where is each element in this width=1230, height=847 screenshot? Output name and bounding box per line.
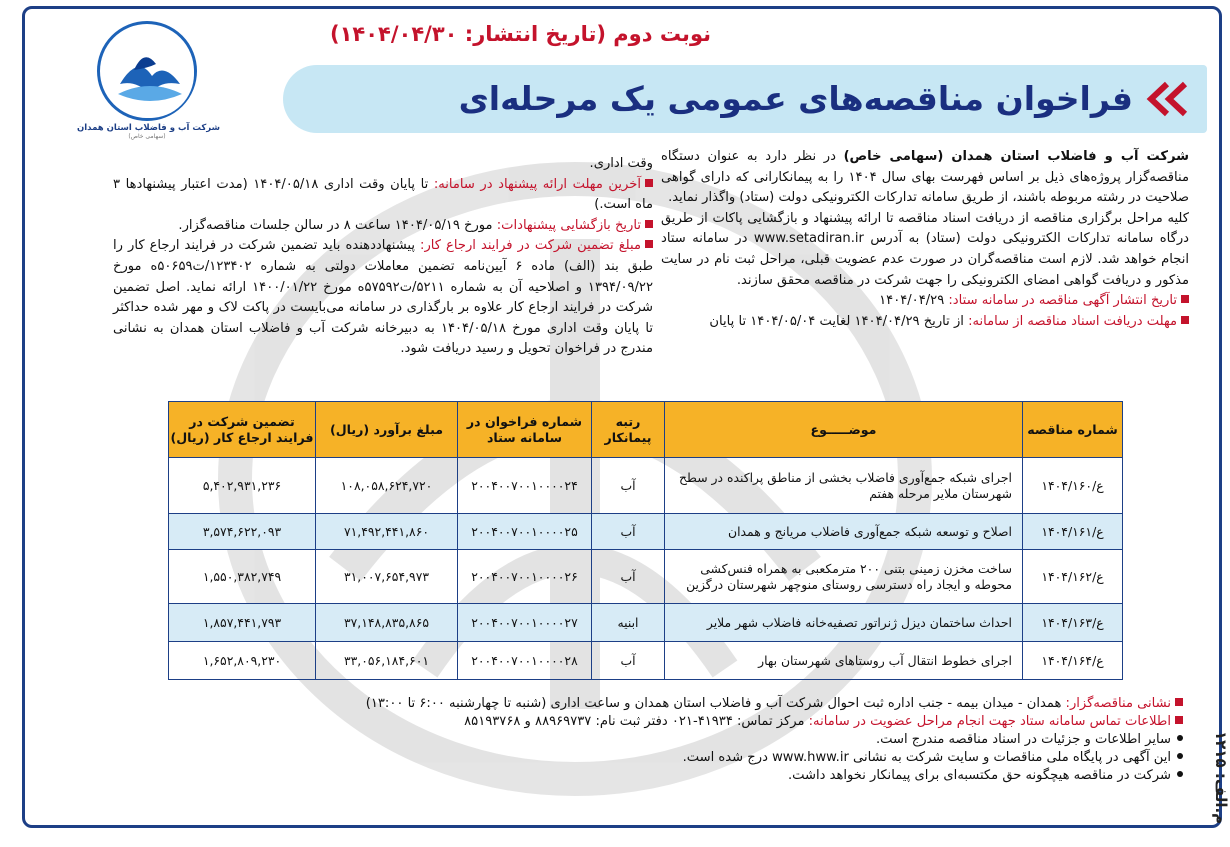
- opening-value: مورخ ۱۴۰۴/۰۵/۱۹ ساعت ۸ در سالن جلسات مناقصه‌گزار.: [178, 217, 493, 233]
- cell-subject: اصلاح و توسعه شبکه جمع‌آوری فاضلاب مریانج و همدان: [665, 514, 1023, 550]
- opening-date: [113, 216, 653, 237]
- publish-value: ۱۴۰۴/۰۴/۲۹: [879, 293, 945, 309]
- tenders-table: [168, 401, 1123, 680]
- table-row: [169, 642, 1123, 680]
- page-title: فراخوان مناقصه‌های عمومی یک مرحله‌ای: [458, 79, 1133, 118]
- cell-setad: ۲۰۰۴۰۰۷۰۰۱۰۰۰۰۲۴: [458, 458, 592, 514]
- details-column: [113, 154, 653, 360]
- title-band: [283, 65, 1207, 133]
- address-label: نشانی مناقصه‌گزار:: [1061, 696, 1171, 711]
- bullet-square-icon: [645, 179, 653, 187]
- bullet-square-icon: [1175, 716, 1183, 724]
- cell-number: ع/۱۴۰۴/۱۶۰: [1023, 458, 1123, 514]
- opening-label: تاریخ بازگشایی پیشنهادات:: [492, 217, 641, 233]
- submission-deadline: [113, 175, 653, 216]
- cell-setad: ۲۰۰۴۰۰۷۰۰۱۰۰۰۰۲۷: [458, 604, 592, 642]
- intro-column: [661, 147, 1189, 332]
- table-row: [169, 514, 1123, 550]
- bullet-square-icon: [1181, 316, 1189, 324]
- company-name: شرکت آب و فاضلاب استان همدان (سهامی خاص): [843, 149, 1190, 164]
- guarantee-value: پیشنهاددهنده باید تضمین شرکت در فرایند ارجاع کار را طبق بند (الف) ماده ۶ آیین‌نامه تضمین معاملات دولتی به شماره ۱۲۳۴۰۲/ت۵۰۶۵۹ه مورخ ۱۳۹۴/۰۹/۲۲ و اصلاحیه آن به شماره ۵۲۱۱/ت۵۷۵۹۲ه مورخ ۱۴۰۰/۰۱/۲۲ ارائه نماید. اصل تضمین شرکت در فرایند ارجاع کار علاوه بر بارگذاری در سامانه می‌بایست در پاکت لاک و مهر شده حداکثر تا پایان وقت اداری مورخ ۱۴۰۴/۰۵/۱۸ به دبیرخانه شرکت آب و فاضلاب استان همدان به نشانی مندرج در فراخوان تحویل و رسید دریافت شود.: [113, 238, 653, 357]
- header-rank: رتبه پیمانکار: [592, 402, 665, 458]
- process-paragraph: کلیه مراحل برگزاری مناقصه از دریافت اسناد مناقصه تا ارائه پیشنهاد و بازگشایی پاکات از طریق درگاه سامانه تدارکات الکترونیکی دولت (ستاد) به آدرس www.setadiran.ir در سامانه ستاد انجام خواهد شد. لازم است مناقصه‌گران در صورت عدم عضویت قبلی، مراحل ثبت نام در سایت مذکور و دریافت گواهی امضای الکترونیکی را جهت شرکت در مناقصه محقق سازند.: [661, 210, 1189, 288]
- address-line: [225, 695, 1183, 713]
- bullet-text: این آگهی در پایگاه ملی مناقصات و سایت شرکت به نشانی www.hww.ir درج شده است.: [682, 750, 1171, 765]
- cell-rank: آب: [592, 514, 665, 550]
- round-label: نوبت دوم (تاریخ انتشار: ۱۴۰۴/۰۴/۳۰): [329, 22, 711, 46]
- table-header-row: [169, 402, 1123, 458]
- cell-subject: ساخت مخزن زمینی بتنی ۲۰۰ مترمکعبی به همراه فنس‌کشی محوطه و ایجاد راه دسترسی روستای منوچهر شهرستان درگزین: [665, 550, 1023, 604]
- cell-subject: احداث ساختمان دیزل ژنراتور تصفیه‌خانه فاضلاب شهر ملایر: [665, 604, 1023, 642]
- cell-rank: آب: [592, 550, 665, 604]
- footer-info: [225, 695, 1183, 785]
- cell-setad: ۲۰۰۴۰۰۷۰۰۱۰۰۰۰۲۶: [458, 550, 592, 604]
- bullet-dot-icon: [1177, 753, 1183, 759]
- cell-rank: آب: [592, 642, 665, 680]
- logo-name: شرکت آب و فاضلاب استان همدان: [77, 123, 220, 133]
- list-item: [225, 749, 1183, 767]
- contact-label: اطلاعات تماس سامانه ستاد جهت انجام مراحل عضویت در سامانه:: [804, 714, 1171, 729]
- bullet-dot-icon: [1177, 735, 1183, 741]
- double-chevron-left-icon: [1145, 78, 1193, 120]
- bullet-square-icon: [645, 220, 653, 228]
- docs-tail: وقت اداری.: [589, 156, 653, 171]
- cell-guarantee: ۱,۵۵۰,۳۸۲,۷۴۹: [169, 550, 316, 604]
- cell-subject: اجرای خطوط انتقال آب روستاهای شهرستان بهار: [665, 642, 1023, 680]
- cell-guarantee: ۳,۵۷۴,۶۲۲,۰۹۳: [169, 514, 316, 550]
- publish-label: تاریخ انتشار آگهی مناقصه در سامانه ستاد:: [944, 293, 1177, 309]
- cell-guarantee: ۵,۴۰۲,۹۳۱,۲۳۶: [169, 458, 316, 514]
- cell-guarantee: ۱,۶۵۲,۸۰۹,۲۳۰: [169, 642, 316, 680]
- cell-estimate: ۳۷,۱۴۸,۸۳۵,۸۶۵: [316, 604, 458, 642]
- header-setad: شماره فراخوان در سامانه ستاد: [458, 402, 592, 458]
- contact-value: مرکز تماس: ۴۱۹۳۴-۰۲۱ دفتر ثبت نام: ۸۸۹۶۹۷۳۷ و ۸۵۱۹۳۷۶۸: [464, 714, 805, 729]
- cell-estimate: ۳۳,۰۵۶,۱۸۴,۶۰۱: [316, 642, 458, 680]
- docs-value: از تاریخ ۱۴۰۴/۰۴/۲۹ لغایت ۱۴۰۴/۰۵/۰۴ تا پایان: [709, 313, 964, 329]
- cell-subject: اجرای شبکه جمع‌آوری فاضلاب بخشی از مناطق پراکنده در سطح شهرستان ملایر مرحله هفتم: [665, 458, 1023, 514]
- cell-estimate: ۷۱,۴۹۲,۴۴۱,۸۶۰: [316, 514, 458, 550]
- cell-rank: آب: [592, 458, 665, 514]
- header-guarantee: تضمین شرکت در فرایند ارجاع کار (ریال): [169, 402, 316, 458]
- cell-rank: ابنیه: [592, 604, 665, 642]
- cell-estimate: ۱۰۸,۰۵۸,۶۲۴,۷۲۰: [316, 458, 458, 514]
- bullet-square-icon: [1175, 698, 1183, 706]
- cell-setad: ۲۰۰۴۰۰۷۰۰۱۰۰۰۰۲۸: [458, 642, 592, 680]
- publish-date: [661, 291, 1189, 312]
- notice-frame: [22, 6, 1230, 828]
- page-bottom-margin: [0, 832, 1228, 847]
- cell-number: ع/۱۴۰۴/۱۶۱: [1023, 514, 1123, 550]
- address-value: همدان - میدان بیمه - جنب اداره ثبت احوال شرکت آب و فاضلاب استان همدان و ساعت اداری (شنبه تا چهارشنبه ۶:۰۰ تا ۱۳:۰۰): [365, 696, 1062, 711]
- cell-number: ع/۱۴۰۴/۱۶۴: [1023, 642, 1123, 680]
- guarantee-info: [113, 236, 653, 360]
- water-drop-logo-icon: [97, 21, 197, 121]
- cell-number: ع/۱۴۰۴/۱۶۲: [1023, 550, 1123, 604]
- bullet-square-icon: [1181, 295, 1189, 303]
- intro-paragraph: [661, 147, 1189, 209]
- cell-setad: ۲۰۰۴۰۰۷۰۰۱۰۰۰۰۲۵: [458, 514, 592, 550]
- bullet-dot-icon: [1177, 771, 1183, 777]
- cell-guarantee: ۱,۸۵۷,۴۴۱,۷۹۳: [169, 604, 316, 642]
- docs-deadline: [661, 312, 1189, 333]
- table-row: [169, 550, 1123, 604]
- header-subject: موضـــــوع: [665, 402, 1023, 458]
- company-logo: [77, 21, 220, 140]
- notice-code: م.الف: ۱۲۱۵: [1212, 730, 1230, 824]
- header-estimate: مبلغ برآورد (ریال): [316, 402, 458, 458]
- guarantee-label: مبلغ تضمین شرکت در فرایند ارجاع کار:: [414, 238, 641, 254]
- bullet-text: شرکت در مناقصه هیچگونه حق مکتسبه‌ای برای پیمانکار نخواهد داشت.: [787, 768, 1171, 783]
- logo-sub: (سهامی خاص): [128, 133, 166, 140]
- table-row: [169, 458, 1123, 514]
- deadline-label: آخرین مهلت ارائه پیشنهاد در سامانه:: [428, 176, 641, 192]
- list-item: [225, 767, 1183, 785]
- table-row: [169, 604, 1123, 642]
- tenders-table-wrap: [168, 401, 1122, 679]
- list-item: [225, 731, 1183, 749]
- deadline-value: تا پایان وقت اداری ۱۴۰۴/۰۵/۱۸ (مدت اعتبار پیشنهادها ۳ ماه است.): [113, 176, 653, 213]
- header-number: شماره مناقصه: [1023, 402, 1123, 458]
- cell-estimate: ۳۱,۰۰۷,۶۵۴,۹۷۳: [316, 550, 458, 604]
- docs-label: مهلت دریافت اسناد مناقصه از سامانه:: [963, 313, 1177, 329]
- cell-number: ع/۱۴۰۴/۱۶۳: [1023, 604, 1123, 642]
- contact-line: [225, 713, 1183, 731]
- bullet-square-icon: [645, 240, 653, 248]
- intro-text: در نظر دارد به عنوان دستگاه مناقصه‌گزار پروژه‌های ذیل بر اساس فهرست بهای سال ۱۴۰۴ را به پیمانکارانی که دارای گواهی صلاحیت در رشته مربوطه باشند، از طریق سامانه تدارکات الکترونیکی دولت (ستاد) واگذار نماید.: [661, 149, 1190, 206]
- bullet-text: سایر اطلاعات و جزئیات در اسناد مناقصه مندرج است.: [875, 732, 1171, 747]
